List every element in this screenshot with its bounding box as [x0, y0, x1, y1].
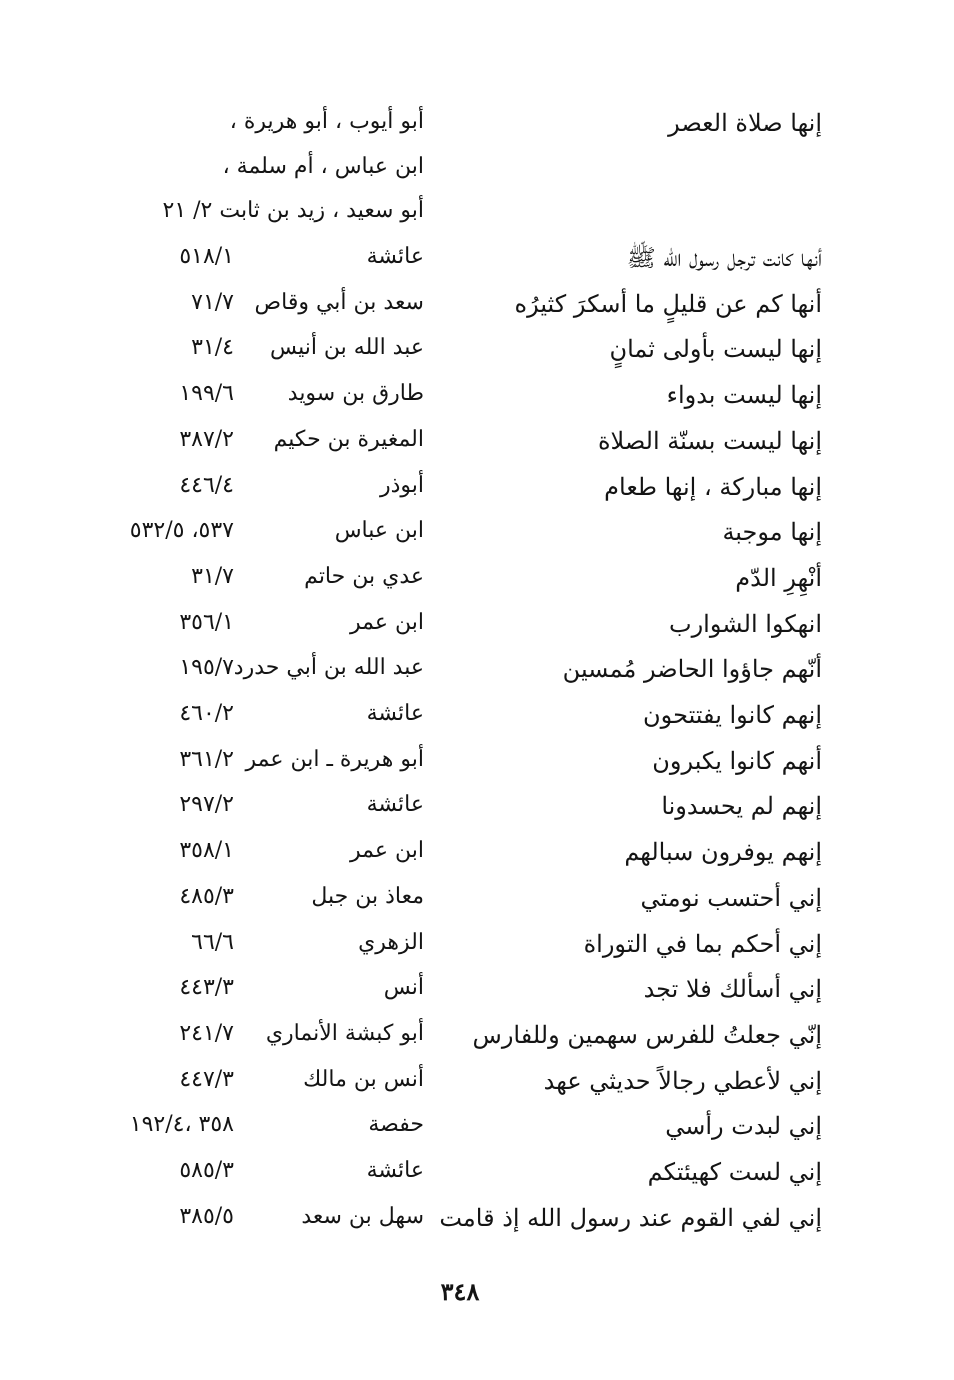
narrator-name: عائشة: [366, 701, 424, 726]
volume-page-ref: ٤٤٧/٣: [179, 1067, 234, 1092]
narrator-line: أبو سعيد ، زيد بن ثابت ٢/ ٢١: [162, 198, 424, 223]
narrator-name: عدي بن حاتم: [304, 564, 424, 589]
narrator-name: عائشة: [366, 1158, 424, 1183]
hadith-text: إني لأعطي رجالاً حديثي عهد: [543, 1067, 822, 1095]
hadith-text: إني أسألك فلا تجد: [643, 975, 822, 1003]
volume-page-ref: ٥٣٧، ٥٣٢/٥: [129, 518, 234, 543]
hadith-text: إنها ليست بسنّة الصلاة: [597, 427, 822, 455]
hadith-text: أنهم كانوا يكبرون: [652, 747, 822, 775]
hadith-text: إنها ليست بأولى ثمانٍ: [609, 335, 822, 363]
volume-page-ref: ٣٥٦/١: [179, 610, 234, 635]
volume-page-ref: ٤٦٠/٢: [179, 701, 234, 726]
hadith-text: أنّهم جاؤوا الحاضر مُمسين: [562, 655, 822, 683]
narrator-name: معاذ بن جبل: [311, 884, 424, 909]
volume-page-ref: ٣١/٧: [191, 564, 234, 589]
hadith-text: إنها ليست بدواء: [666, 381, 822, 409]
narrator-name: ابن عباس: [334, 518, 424, 543]
hadith-text: إنها صلاة العصر: [668, 109, 822, 137]
volume-page-ref: ٤٨٥/٣: [179, 884, 234, 909]
volume-page-ref: ٧١/٧: [191, 290, 234, 315]
volume-page-ref: ٣٥٨ ،١٩٢/٤: [129, 1112, 234, 1137]
narrator-name: ابن عمر: [350, 838, 424, 863]
hadith-text: إنها مباركة ، إنها طعام: [604, 473, 822, 501]
volume-page-ref: ٣٨٥/٥: [179, 1204, 234, 1229]
hadith-text: إنها موجبة: [722, 518, 822, 546]
hadith-text: إنهم كانوا يفتتحون: [643, 701, 822, 729]
volume-page-ref: ٥٨٥/٣: [179, 1158, 234, 1183]
hadith-text: إني لست كهيئتكم: [647, 1158, 822, 1186]
narrator-name: سهل بن سعد: [301, 1204, 424, 1229]
volume-page-ref: ٣١/٤: [191, 335, 234, 360]
narrator-name: المغيرة بن حكيم: [273, 427, 424, 452]
volume-page-ref: ١٩٩/٦: [179, 381, 234, 406]
hadith-text: إني لبدت رأسي: [665, 1112, 822, 1140]
narrator-name: حفصة: [368, 1112, 424, 1137]
narrator-name: طارق بن سويد: [287, 381, 424, 406]
narrator-line: أبو أيوب ، أبو هريرة ،: [229, 109, 424, 134]
narrator-name: عائشة: [366, 244, 424, 269]
hadith-text: إنّي جعلتُ للفرس سهمين وللفارس: [472, 1021, 822, 1049]
hadith-text: إنهم يوفرون سبالهم: [624, 838, 822, 866]
hadith-text: إني أحكم بما في التوراة: [583, 930, 822, 958]
narrator-name: ابن عمر: [350, 610, 424, 635]
narrator-name: أبو هريرة ـ ابن عمر: [245, 747, 424, 772]
volume-page-ref: ٦٦/٦: [191, 930, 234, 955]
narrator-name: أنس: [383, 975, 424, 1000]
narrator-name: عبد الله بن أبي حدرد: [233, 655, 424, 680]
volume-page-ref: ٣٨٧/٢: [179, 427, 234, 452]
volume-page-ref: ٥١٨/١: [179, 244, 234, 269]
hadith-text: إني لفي القوم عند رسول الله إذ قامت: [439, 1204, 822, 1232]
narrator-name: عائشة: [366, 792, 424, 817]
volume-page-ref: ٣٦١/٢: [179, 747, 234, 772]
narrator-name: الزهري: [358, 930, 424, 955]
page-number: ٣٤٨: [440, 1277, 480, 1306]
narrator-name: أنس بن مالك: [303, 1067, 424, 1092]
hadith-text: أنها كم عن قليلٍ ما أسكرَ كثيرُه: [514, 290, 822, 318]
volume-page-ref: ١٩٥/٧: [179, 655, 234, 680]
volume-page-ref: ٤٤٣/٣: [179, 975, 234, 1000]
narrator-name: أبو كبشة الأنماري: [265, 1021, 424, 1046]
hadith-text: إني أحتسب نومتي: [640, 884, 822, 912]
hadith-text: انهكوا الشوارب: [669, 610, 822, 638]
volume-page-ref: ٢٤١/٧: [179, 1021, 234, 1046]
hadith-text: أنْهِرِ الدّم: [735, 564, 822, 592]
narrator-name: عبد الله بن أنيس: [270, 335, 424, 360]
narrator-line: ابن عباس ، أم سلمة ،: [222, 154, 424, 179]
narrator-name: سعد بن أبي وقاص: [254, 290, 424, 315]
hadith-text: أنها كانت ترجل رسول الله ﷺ: [626, 244, 822, 272]
narrator-name: أبوذر: [379, 473, 424, 498]
volume-page-ref: ٤٤٦/٤: [179, 473, 234, 498]
volume-page-ref: ٣٥٨/١: [179, 838, 234, 863]
volume-page-ref: ٢٩٧/٢: [179, 792, 234, 817]
hadith-text: إنهم لم يحسدونا: [661, 792, 822, 820]
